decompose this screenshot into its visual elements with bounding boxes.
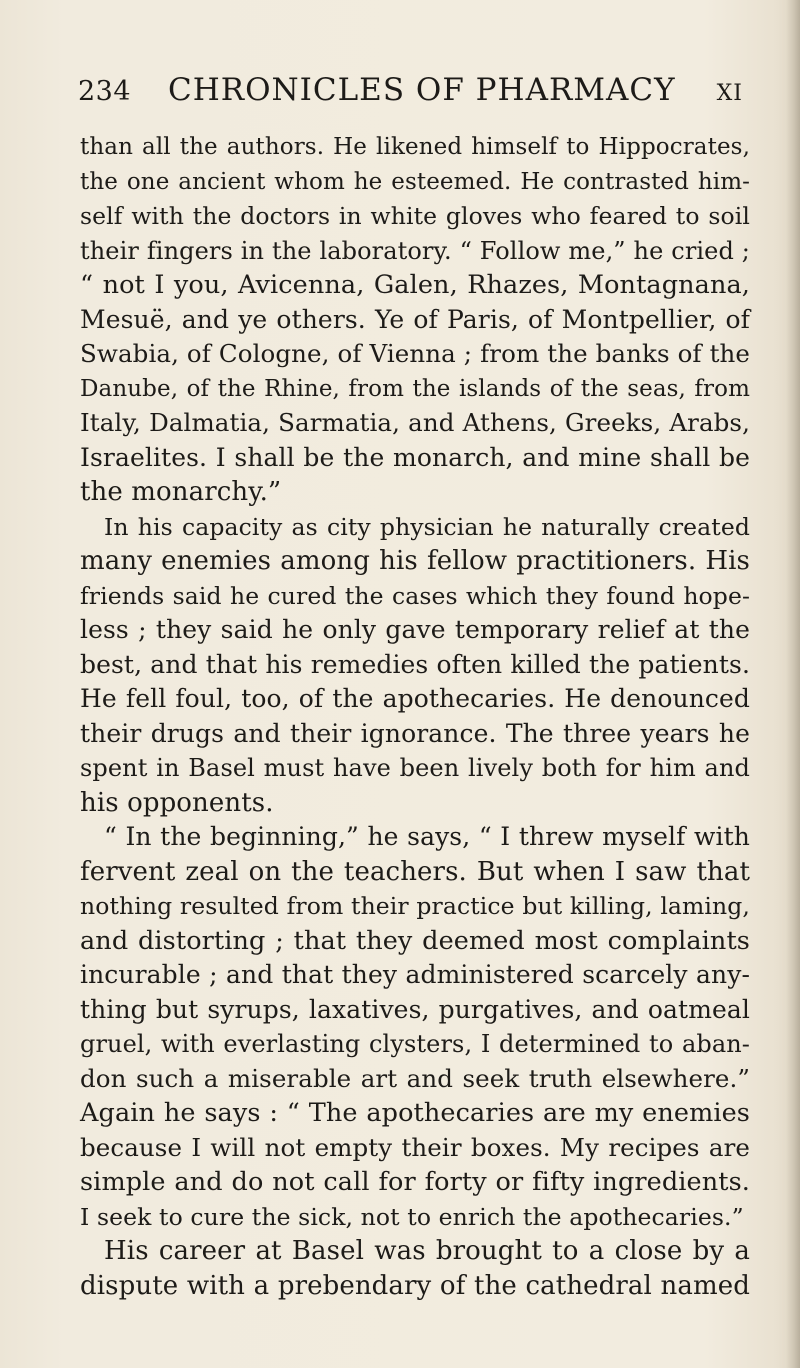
text-line: simple and do not call for forty or fifty ingredients. [80, 1167, 750, 1197]
text-line: His career at Basel was brought to a close by a [104, 1236, 750, 1266]
text-line: their drugs and their ignorance. The three years he [80, 718, 750, 748]
text-line: “ In the beginning,” he says, “ I threw myself with [104, 822, 750, 851]
text-line: Swabia, of Cologne, of Vienna ; from the banks of the [80, 339, 750, 368]
text-line: nothing resulted from their practice but killing, laming, [80, 892, 750, 920]
body-text [80, 130, 750, 1303]
text-line: dispute with a prebendary of the cathedral named [80, 1270, 750, 1301]
text-line: Danube, of the Rhine, from the islands of the seas, from [80, 375, 750, 402]
text-line: Mesuë, and ye others. Ye of Paris, of Montpellier, of [80, 304, 750, 334]
text-line: I seek to cure the sick, not to enrich the apothecaries.” [80, 1202, 744, 1231]
text-line: He fell foul, too, of the apothecaries. He denounced [80, 684, 750, 713]
text-line: because I will not empty their boxes. My recipes are [80, 1132, 750, 1162]
text-line: and distorting ; that they deemed most complaints [80, 925, 750, 956]
text-line: “ not I you, Avicenna, Galen, Rhazes, Montagnana, [80, 270, 750, 300]
text-line: less ; they said he only gave temporary relief at the [80, 615, 750, 644]
text-line: the one ancient whom he esteemed. He contrasted him- [80, 168, 750, 195]
text-line: self with the doctors in white gloves who feared to soil [80, 202, 750, 230]
text-line: the monarchy.” [80, 477, 282, 507]
text-line: his opponents. [80, 787, 274, 818]
text-line: Italy, Dalmatia, Sarmatia, and Athens, Greeks, Arabs, [80, 408, 750, 437]
text-line: gruel, with everlasting clysters, I determined to aban- [80, 1030, 750, 1058]
text-line: best, and that his remedies often killed the patients. [80, 649, 750, 679]
text-line: Again he says : “ The apothecaries are my enemies [80, 1098, 750, 1128]
text-line: many enemies among his fellow practitioners. His [80, 546, 750, 576]
text-line: fervent zeal on the teachers. But when I saw that [80, 856, 750, 887]
page-edge-shadow [786, 0, 800, 1368]
running-head [78, 72, 743, 112]
text-line: don such a miserable art and seek truth elsewhere.” [80, 1063, 750, 1093]
text-line: incurable ; and that they administered scarcely any- [80, 960, 750, 989]
text-line: Israelites. I shall be the monarch, and mine shall be [80, 442, 750, 472]
page-number: 234 [78, 76, 132, 107]
text-line: friends said he cured the cases which they found hope- [80, 581, 750, 610]
text-line: In his capacity as city physician he naturally created [104, 512, 750, 541]
chapter-number: XI [716, 81, 743, 106]
text-line: than all the authors. He likened himself to Hippocrates, [80, 134, 750, 160]
text-line: thing but syrups, laxatives, purgatives, and oatmeal [80, 994, 750, 1024]
text-line: spent in Basel must have been lively both for him and [80, 754, 750, 782]
text-line: their fingers in the laboratory. “ Follow me,” he cried ; [80, 236, 750, 265]
running-title: CHRONICLES OF PHARMACY [168, 72, 676, 108]
